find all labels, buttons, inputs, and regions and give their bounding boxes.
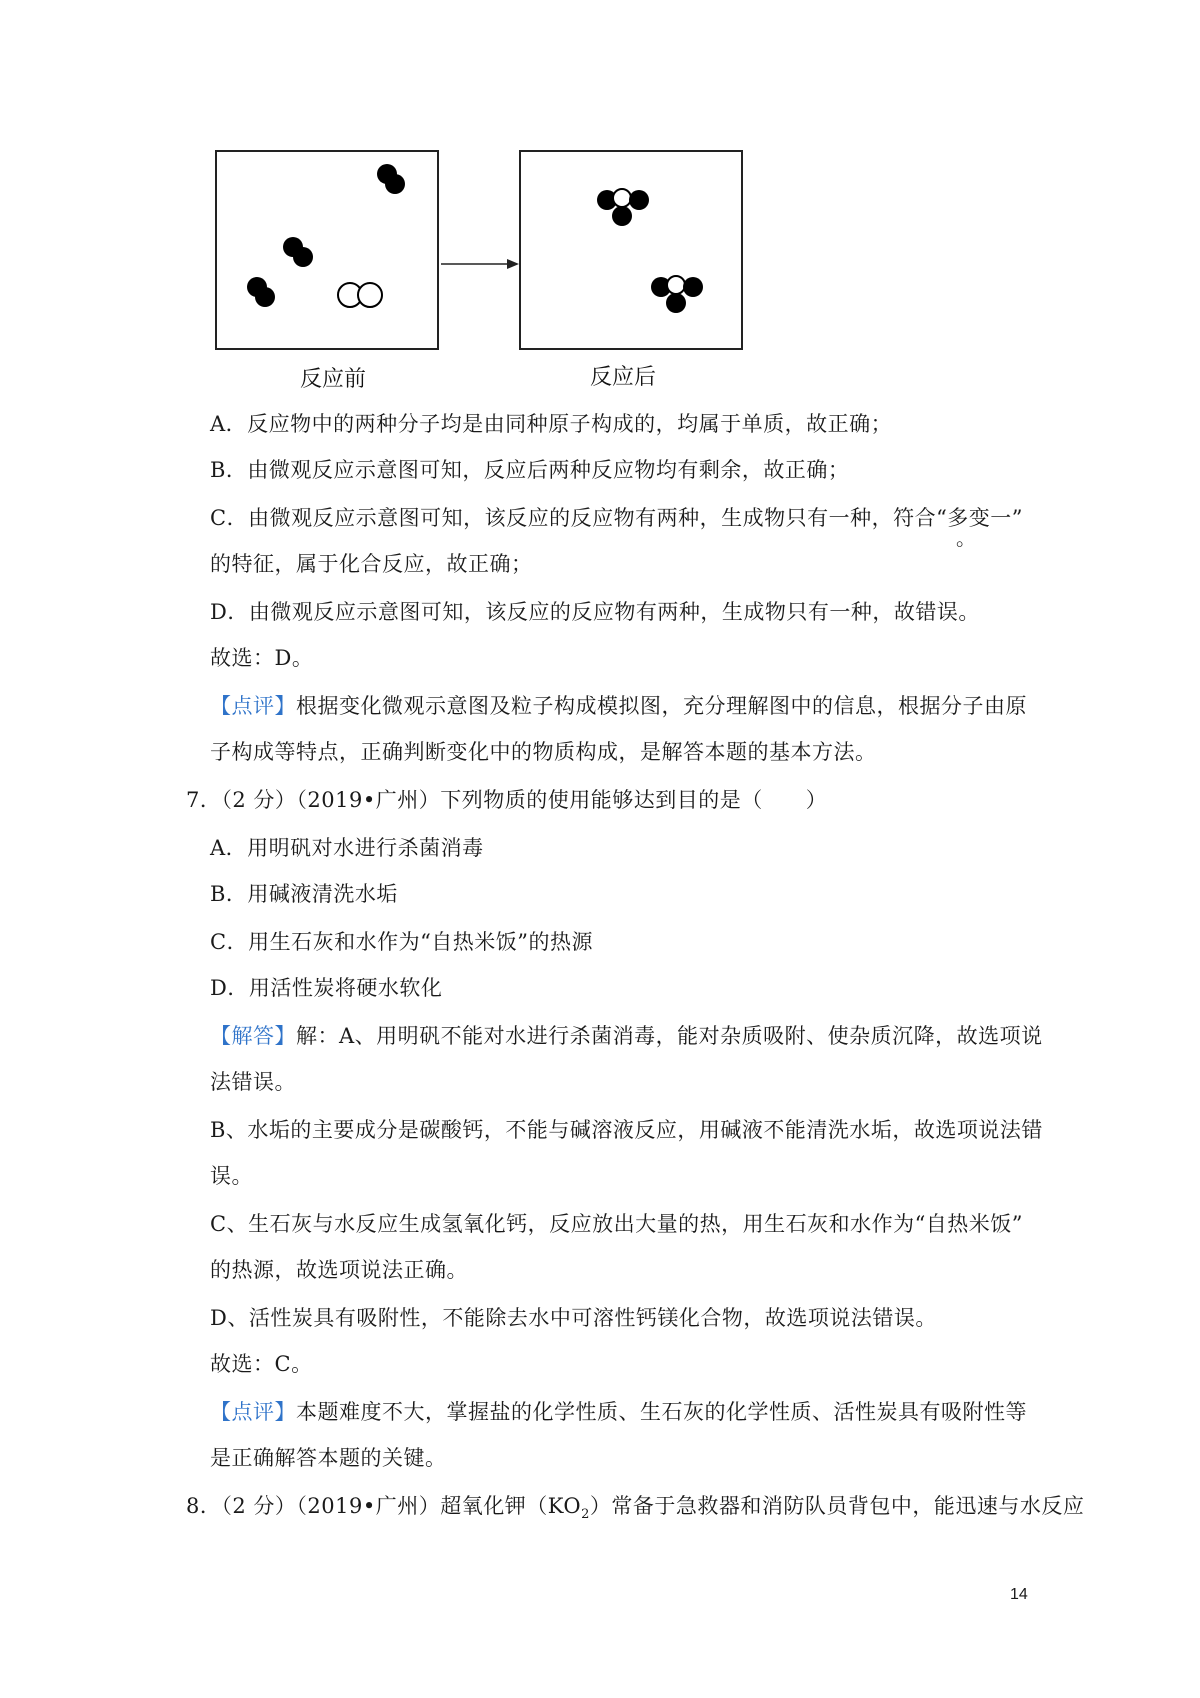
question-7: 7．（2 分）（2019•广州）下列物质的使用能够达到目的是（ ）: [186, 788, 828, 812]
option-c-analysis: C．由微观反应示意图可知，该反应的反应物有两种，生成物只有一种，符合“多变一”: [210, 506, 1024, 530]
after-reaction-box: [519, 150, 743, 350]
option-d-analysis: D．由微观反应示意图可知，该反应的反应物有两种，生成物只有一种，故错误。: [210, 600, 980, 624]
option-b-analysis: B．由微观反应示意图可知，反应后两种反应物均有剩余，故正确；: [210, 458, 850, 482]
solution-option-b: B、水垢的主要成分是碳酸钙，不能与碱溶液反应，用碱液不能清洗水垢，故选项说法错: [210, 1118, 1043, 1142]
question-7-option-b: B．用碱液清洗水垢: [210, 882, 398, 906]
question-7-option-c: C．用生石灰和水作为“自热米饭”的热源: [210, 930, 594, 954]
black-atom: [629, 190, 649, 210]
before-label: 反应前: [300, 367, 367, 392]
figure-period: 。: [956, 526, 976, 550]
review-paragraph: [210, 692, 1027, 720]
white-atom: [357, 282, 383, 308]
solution-option-c: C、生石灰与水反应生成氢氧化钙，反应放出大量的热，用生石灰和水作为“自热米饭”: [210, 1212, 1024, 1236]
question-8-text-start: 8．（2 分）（2019•广州）超氧化钾（KO: [186, 1494, 582, 1518]
review-paragraph-q7: [210, 1398, 1027, 1426]
black-atom: [255, 287, 275, 307]
answer-choice-q7: 故选：C。: [210, 1352, 313, 1376]
solution-option-d: D、活性炭具有吸附性，不能除去水中可溶性钙镁化合物，故选项说法错误。: [210, 1306, 937, 1330]
solution-option-b-cont: 误。: [210, 1164, 253, 1188]
question-7-option-a: A．用明矾对水进行杀菌消毒: [210, 836, 484, 860]
solution-option-c-cont: 的热源，故选项说法正确。: [210, 1258, 468, 1282]
review-text: 根据变化微观示意图及粒子构成模拟图，充分理解图中的信息，根据分子由原: [296, 694, 1027, 718]
review-text: 本题难度不大，掌握盐的化学性质、生石灰的化学性质、活性炭具有吸附性等: [296, 1400, 1027, 1424]
page-number: 14: [1010, 1586, 1028, 1603]
answer-choice: 故选：D。: [210, 646, 314, 670]
reaction-arrow: [441, 258, 519, 270]
black-atom: [385, 174, 405, 194]
black-atom: [293, 247, 313, 267]
question-8: [186, 1492, 1084, 1529]
subscript: 2: [581, 1507, 590, 1523]
question-7-option-d: D．用活性炭将硬水软化: [210, 976, 443, 1000]
before-reaction-box: [215, 150, 439, 350]
option-c-analysis-cont: 的特征，属于化合反应，故正确；: [210, 552, 533, 576]
question-8-text-end: ）常备于急救器和消防队员背包中，能迅速与水反应: [589, 1494, 1085, 1518]
solution-text: 解：A、用明矾不能对水进行杀菌消毒，能对杂质吸附、使杂质沉降，故选项说: [296, 1024, 1043, 1048]
after-label: 反应后: [590, 365, 657, 390]
review-tag: 【点评】: [210, 1400, 296, 1424]
solution-paragraph: [210, 1022, 1043, 1050]
review-text-cont: 子构成等特点，正确判断变化中的物质构成，是解答本题的基本方法。: [210, 740, 877, 764]
option-a-analysis: A．反应物中的两种分子均是由同种原子构成的，均属于单质，故正确；: [210, 412, 893, 436]
solution-text-cont: 法错误。: [210, 1070, 296, 1094]
solution-tag: 【解答】: [210, 1024, 296, 1048]
review-text-cont: 是正确解答本题的关键。: [210, 1446, 447, 1470]
black-atom: [683, 277, 703, 297]
black-atom: [612, 206, 632, 226]
review-tag: 【点评】: [210, 694, 296, 718]
black-atom: [666, 293, 686, 313]
